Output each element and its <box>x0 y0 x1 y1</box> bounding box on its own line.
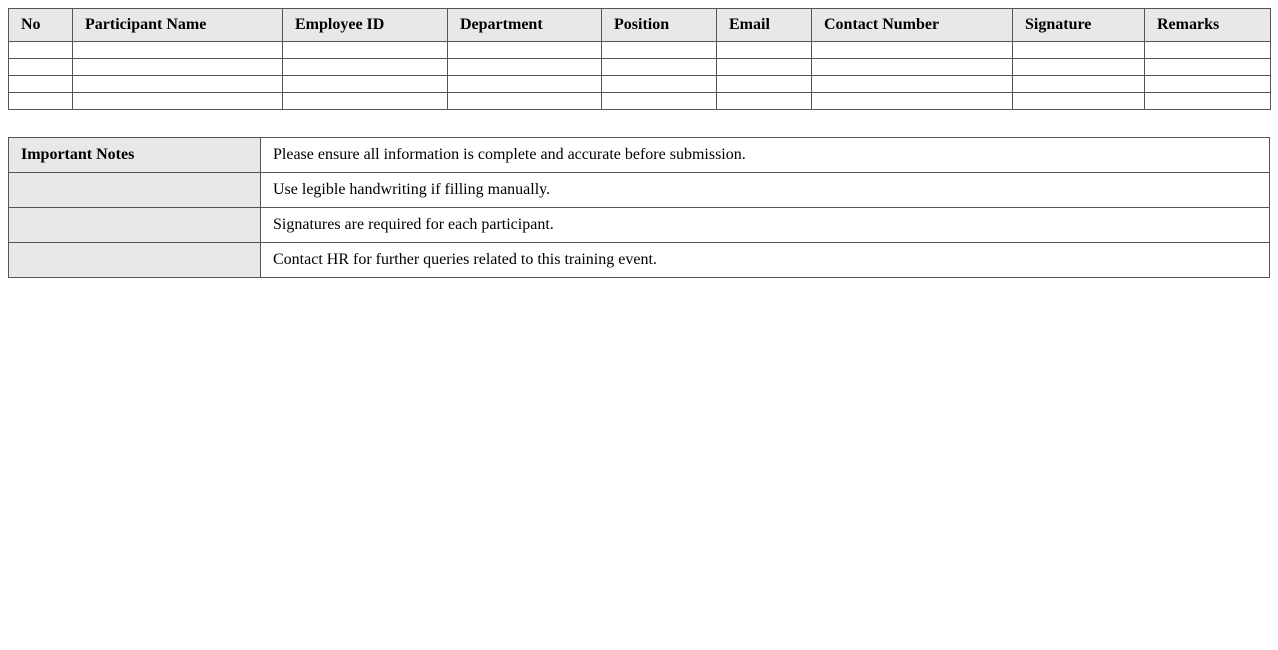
table-cell[interactable] <box>602 76 717 93</box>
table-cell[interactable] <box>1145 59 1271 76</box>
note-text: Use legible handwriting if filling manually. <box>261 173 1270 208</box>
important-notes-table <box>8 137 1270 278</box>
note-row <box>9 173 1270 208</box>
table-cell[interactable] <box>1145 76 1271 93</box>
table-cell[interactable] <box>1013 93 1145 110</box>
table-cell[interactable] <box>73 59 283 76</box>
header-signature: Signature <box>1013 9 1145 42</box>
table-cell[interactable] <box>812 59 1013 76</box>
important-notes-label: Important Notes <box>9 138 261 173</box>
table-cell[interactable] <box>448 59 602 76</box>
table-cell[interactable] <box>717 93 812 110</box>
table-cell[interactable] <box>448 42 602 59</box>
note-text: Signatures are required for each participant. <box>261 208 1270 243</box>
table-cell[interactable] <box>9 93 73 110</box>
note-row <box>9 243 1270 278</box>
table-cell[interactable] <box>73 42 283 59</box>
table-cell[interactable] <box>1013 59 1145 76</box>
table-cell[interactable] <box>717 42 812 59</box>
header-email: Email <box>717 9 812 42</box>
table-cell[interactable] <box>1013 42 1145 59</box>
participants-table <box>8 8 1271 110</box>
table-cell[interactable] <box>602 42 717 59</box>
table-cell[interactable] <box>448 93 602 110</box>
note-text: Contact HR for further queries related to this training event. <box>261 243 1270 278</box>
table-cell[interactable] <box>602 59 717 76</box>
table-cell[interactable] <box>9 76 73 93</box>
table-cell[interactable] <box>9 42 73 59</box>
header-row <box>9 9 1271 42</box>
header-remarks: Remarks <box>1145 9 1271 42</box>
table-row <box>9 93 1271 110</box>
table-cell[interactable] <box>283 59 448 76</box>
note-label-cell <box>9 208 261 243</box>
table-row <box>9 76 1271 93</box>
header-position: Position <box>602 9 717 42</box>
note-text: Please ensure all information is complete and accurate before submission. <box>261 138 1270 173</box>
table-cell[interactable] <box>717 59 812 76</box>
table-cell[interactable] <box>812 93 1013 110</box>
note-row <box>9 138 1270 173</box>
table-cell[interactable] <box>1145 93 1271 110</box>
header-no: No <box>9 9 73 42</box>
table-cell[interactable] <box>448 76 602 93</box>
participants-body <box>9 42 1271 110</box>
table-cell[interactable] <box>283 76 448 93</box>
table-row <box>9 59 1271 76</box>
table-cell[interactable] <box>9 59 73 76</box>
table-cell[interactable] <box>73 93 283 110</box>
note-label-cell <box>9 173 261 208</box>
header-contact-number: Contact Number <box>812 9 1013 42</box>
note-label-cell <box>9 243 261 278</box>
table-cell[interactable] <box>73 76 283 93</box>
table-cell[interactable] <box>812 76 1013 93</box>
header-employee-id: Employee ID <box>283 9 448 42</box>
note-row <box>9 208 1270 243</box>
table-cell[interactable] <box>812 42 1013 59</box>
table-cell[interactable] <box>1013 76 1145 93</box>
header-participant-name: Participant Name <box>73 9 283 42</box>
table-cell[interactable] <box>717 76 812 93</box>
header-department: Department <box>448 9 602 42</box>
table-cell[interactable] <box>283 93 448 110</box>
table-cell[interactable] <box>283 42 448 59</box>
table-row <box>9 42 1271 59</box>
table-cell[interactable] <box>1145 42 1271 59</box>
table-cell[interactable] <box>602 93 717 110</box>
